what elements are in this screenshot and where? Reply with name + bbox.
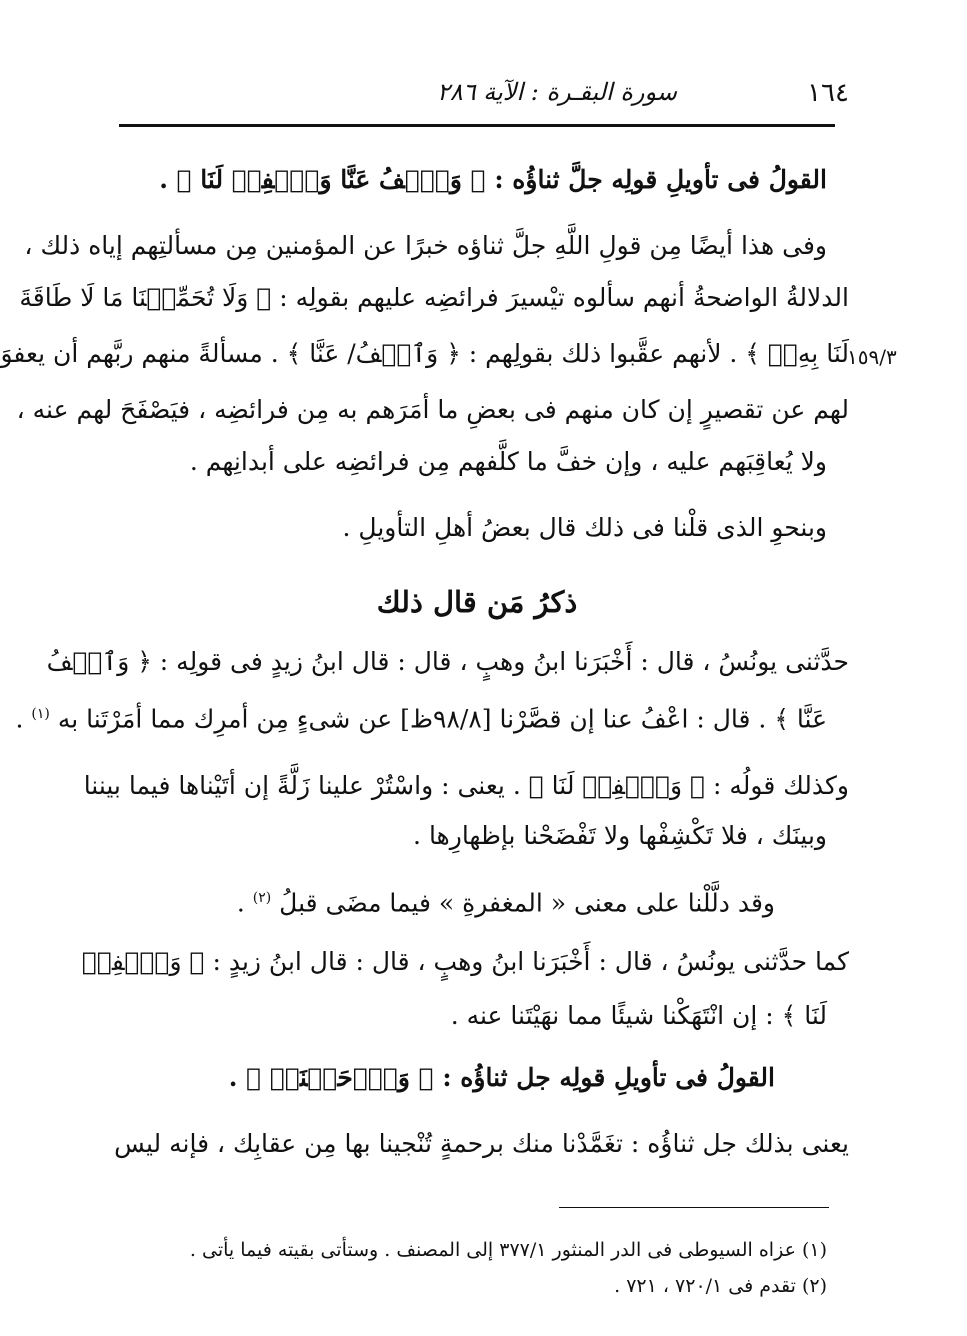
section-heading-line: القولُ فى تأويلِ قولِه جلَّ ثناؤُه : ﴿ وَٱعۡفُ عَنَّا وَٱغۡفِرۡ لَنَا ﴾ .: [159, 165, 827, 194]
text-line: وبنحوِ الذى قلْنا فى ذلك قال بعضُ أهلِ التأويلِ .: [342, 513, 827, 542]
margin-reference: ١٥٩/٣: [847, 345, 897, 369]
text-line: وبينَك ، فلا تَكْشِفْها ولا تَفْضَحْنا بإظهارِها .: [413, 821, 827, 850]
text-line: ولا يُعاقِبَهم عليه ، وإن خفَّ ما كلَّفهم مِن فرائضِه على أبدانِهم .: [189, 447, 827, 476]
text-line: لهم عن تقصيرٍ إن كان منهم فى بعضِ ما أمَرَهم به مِن فرائضِه ، فيَصْفَحَ لهم عنه ،: [16, 395, 849, 424]
sentence-end: .: [15, 704, 24, 734]
text-line: يعنى بذلك جل ثناؤُه : تغَمَّدْنا منك برحمةٍ تُنْجينا بها مِن عقابِك ، فإنه ليس: [114, 1129, 849, 1158]
text-line: كما حدَّثنى يونُسُ ، قال : أَخْبَرَنا ابنُ وهبٍ ، قال : قال ابنُ زيدٍ : ﴿ وَٱغۡفِرۡ: [81, 947, 849, 976]
footnote-2: (٢) تقدم فى ٧٢٠/١ ، ٧٢١ .: [614, 1275, 827, 1297]
text-line: وكذلك قولُه : ﴿ وَٱغۡفِرۡ لَنَا ﴾ . يعنى : واسْتُرْ علينا زَلَّةً إن أتَيْناها فيما بيننا: [83, 771, 849, 800]
page-number: ١٦٤: [807, 78, 849, 108]
text-line: لَنَا ﴾ : إن انْتَهَكْنا شيئًا مما نهَيْتَنا عنه .: [450, 1001, 827, 1030]
sentence-end: .: [236, 888, 245, 918]
text-line: الدلالةُ الواضحةُ أنهم سألوه تيْسيرَ فرائضِه عليهم بقولِه : ﴿ وَلَا تُحَمِّلۡنَا مَا لَا طَاقَةَ: [19, 283, 849, 312]
text-line: حدَّثنى يونُسُ ، قال : أَخْبَرَنا ابنُ وهبٍ ، قال : قال ابنُ زيدٍ فى قولِه : ﴿ وَٱعۡفُ: [46, 647, 849, 676]
text-line: [237, 880, 775, 921]
footnote-mark: (١): [31, 706, 50, 722]
text-line: لَنَا بِهِۦۖ ﴾ . لأنهم عقَّبوا ذلك بقولِهم : ﴿ وَٱعۡفُ/ عَنَّا ﴾ . مسألةً منهم ربَّهم أن يعفوَ: [0, 339, 849, 368]
text-segment: وقد دلَّلْنا على معنى « المغفرةِ » فيما مضَى قبلُ: [279, 888, 775, 918]
running-header-sura: سورة البقـرة : الآية ٢٨٦: [436, 78, 677, 106]
text-line: [15, 696, 827, 737]
text-line: وفى هذا أيضًا مِن قولِ اللَّهِ جلَّ ثناؤه خبرًا عن المؤمنين مِن مسألتِهم إياه ذلك ،: [24, 231, 827, 260]
section-heading-line: القولُ فى تأويلِ قولِه جل ثناؤُه : ﴿ وَٱرۡحَمۡنَآۚ ﴾ .: [228, 1063, 775, 1092]
text-segment: عَنَّا ﴾ . قال : اعْفُ عنا إن قصَّرْنا [٩٨/٨ظ] عن شىءٍ مِن أمرِك مما أمَرْتَنا به: [57, 704, 827, 734]
footnote-mark: (٢): [252, 890, 272, 906]
footnote-1: (١) عزاه السيوطى فى الدر المنثور ٣٧٧/١ إلى المصنف . وستأتى بقيته فيما يأتى .: [189, 1239, 827, 1261]
subsection-heading: ذكرُ مَن قال ذلك: [376, 585, 578, 619]
footnote-rule: [559, 1207, 829, 1208]
header-rule: [119, 124, 835, 127]
